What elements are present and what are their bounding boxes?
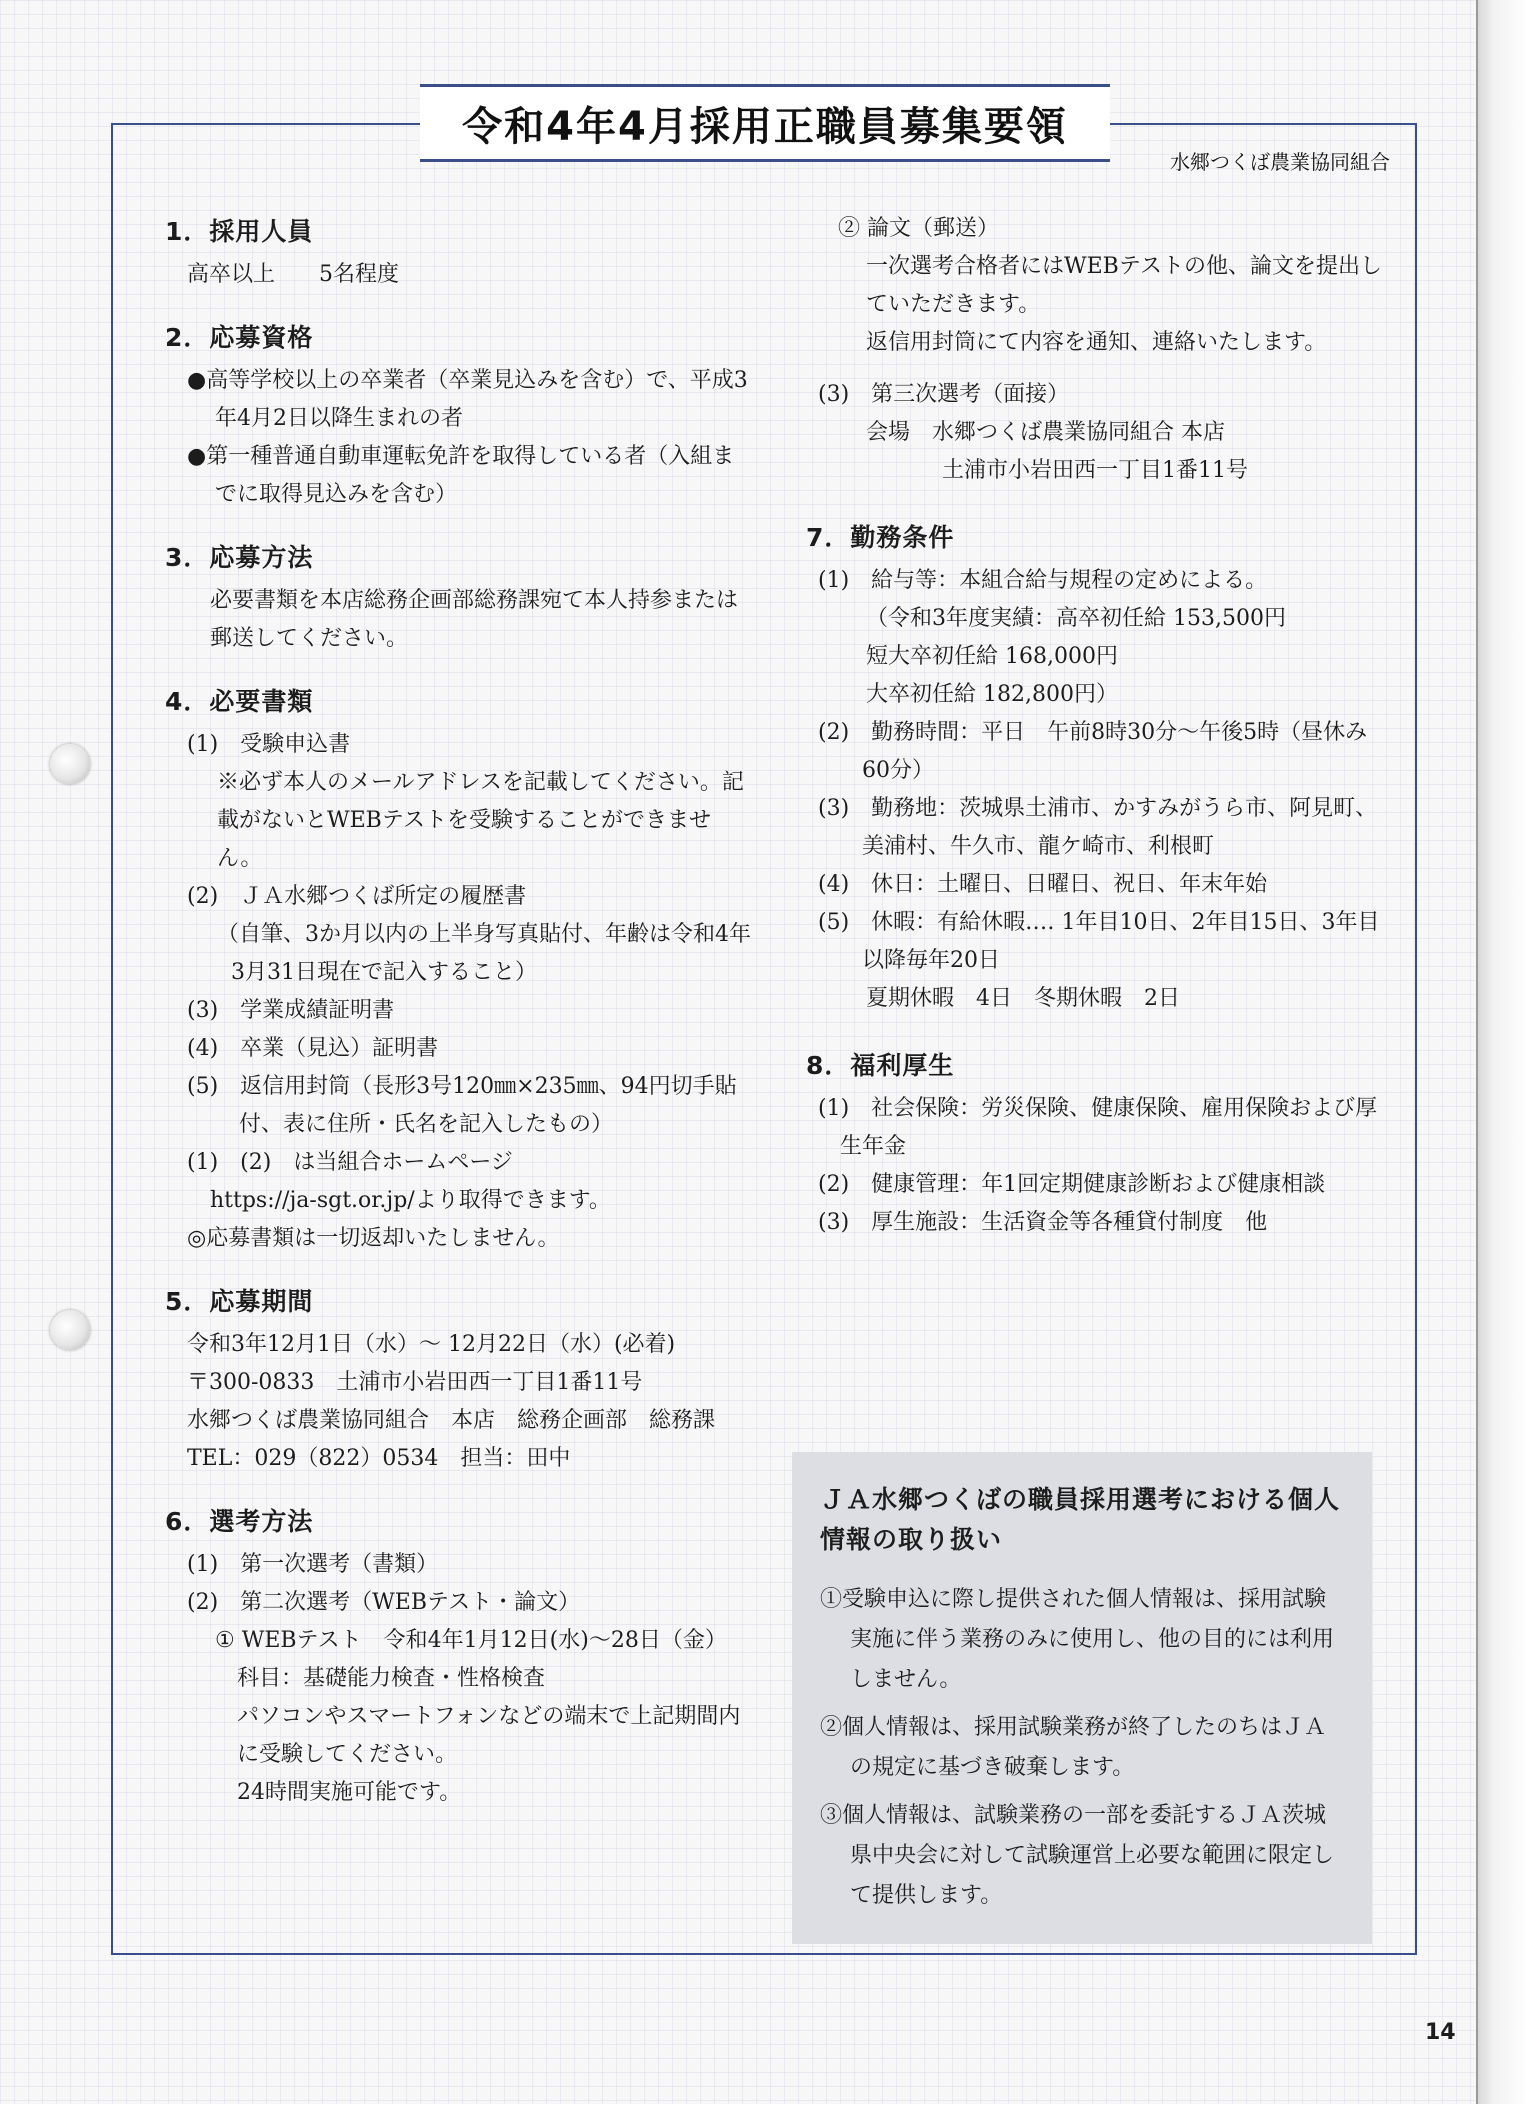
document-note: （自筆、3か月以内の上半身写真貼付、年齢は令和4年3月31日現在で記入すること） — [217, 922, 751, 985]
section-required-documents — [165, 680, 755, 1258]
section-heading: 1．採用人員 — [165, 217, 314, 246]
left-column — [165, 210, 755, 1834]
document-item: (1) 受験申込書 — [187, 732, 351, 757]
section-heading: 2．応募資格 — [165, 323, 314, 352]
organization-name: 水郷つくば農業協同組合 — [1170, 150, 1390, 174]
document-item: (4) 卒業（見込）証明書 — [187, 1036, 439, 1061]
privacy-title: ＪＡ水郷つくばの職員採用選考における個人情報の取り扱い — [820, 1485, 1341, 1554]
title-banner — [420, 84, 1110, 162]
selection-step: (1) 第一次選考（書類） — [187, 1552, 439, 1577]
punch-hole — [50, 1310, 90, 1350]
document-item: (3) 学業成績証明書 — [187, 998, 395, 1023]
selection-step: (2) 第二次選考（WEBテスト・論文） — [187, 1590, 581, 1615]
welfare-item: (3) 厚生施設：生活資金等各種貸付制度 他 — [818, 1210, 1268, 1235]
privacy-item: ③個人情報は、試験業務の一部を委託するＪＡ茨城県中央会に対して試験運営上必要な範囲に限定して提供します。 — [820, 1803, 1335, 1908]
website-link[interactable]: https://ja-sgt.or.jp/より取得できます。 — [210, 1188, 611, 1213]
section-selection-method-cont — [806, 210, 1386, 490]
selection-step: (3) 第三次選考（面接） — [818, 382, 1070, 407]
selection-detail: 土浦市小岩田西一丁目1番11号 — [942, 458, 1248, 483]
selection-detail: 返信用封筒にて内容を通知、連絡いたします。 — [866, 330, 1327, 355]
section-application-period — [165, 1280, 755, 1478]
contact-phone: TEL：029（822）0534 担当：田中 — [187, 1446, 571, 1471]
page-number: 14 — [1425, 2020, 1456, 2045]
document-note: ※必ず本人のメールアドレスを記載してください。記載がないとWEBテストを受験することができません。 — [217, 770, 744, 871]
selection-detail: 科目：基礎能力検査・性格検査 — [237, 1666, 546, 1691]
eligibility-item: ●第一種普通自動車運転免許を取得している者（入組までに取得見込みを含む） — [187, 444, 735, 507]
section-heading: 6．選考方法 — [165, 1507, 314, 1536]
section-text: 必要書類を本店総務企画部総務課宛て本人持参または郵送してください。 — [210, 588, 739, 651]
postal-address: 〒300-0833 土浦市小岩田西一丁目1番11号 — [187, 1370, 643, 1395]
privacy-item: ①受験申込に際し提供された個人情報は、採用試験実施に伴う業務のみに使用し、他の目的には利用しません。 — [820, 1587, 1335, 1692]
section-recruitment-count — [165, 210, 755, 294]
condition-detail: 夏期休暇 4日 冬期休暇 2日 — [866, 986, 1180, 1011]
right-column — [806, 210, 1386, 1264]
section-eligibility — [165, 316, 755, 514]
selection-substep: ① WEBテスト 令和4年1月12日(水)～28日（金） — [215, 1628, 727, 1653]
condition-item: (4) 休日：土曜日、日曜日、祝日、年末年始 — [818, 872, 1268, 897]
section-heading: 3．応募方法 — [165, 543, 314, 572]
condition-detail: 短大卒初任給 168,000円 — [866, 644, 1118, 669]
document-item: (2) ＪＡ水郷つくば所定の履歴書 — [187, 884, 527, 909]
section-working-conditions — [806, 516, 1386, 1018]
condition-item: (5) 休暇：有給休暇‥‥ 1年目10日、2年目15日、3年目以降毎年20日 — [818, 910, 1380, 973]
section-text: 高卒以上 5名程度 — [187, 262, 399, 287]
welfare-item: (1) 社会保険：労災保険、健康保険、雇用保険および厚生年金 — [818, 1096, 1378, 1159]
document-item: (5) 返信用封筒（長形3号120㎜×235㎜、94円切手貼付、表に住所・氏名を記入したもの） — [187, 1074, 737, 1137]
section-heading: 7．勤務条件 — [806, 523, 955, 552]
condition-item: (1) 給与等：本組合給与規程の定めによる。 — [818, 568, 1268, 593]
period-text: 令和3年12月1日（水）～ 12月22日（水）(必着) — [187, 1332, 676, 1357]
section-welfare — [806, 1044, 1386, 1242]
page-edge — [1476, 0, 1530, 2104]
condition-detail: 大卒初任給 182,800円） — [866, 682, 1118, 707]
privacy-item: ②個人情報は、採用試験業務が終了したのちはＪＡの規定に基づき破棄します。 — [820, 1715, 1327, 1780]
selection-detail: 会場 水郷つくば農業協同組合 本店 — [866, 420, 1225, 445]
section-application-method — [165, 536, 755, 658]
condition-detail: （令和3年度実績：高卒初任給 153,500円 — [866, 606, 1286, 631]
condition-item: (3) 勤務地：茨城県土浦市、かすみがうら市、阿見町、美浦村、牛久市、龍ケ崎市、利根町 — [818, 796, 1378, 859]
welfare-item: (2) 健康管理：年1回定期健康診断および健康相談 — [818, 1172, 1326, 1197]
selection-substep: ② 論文（郵送） — [838, 216, 999, 241]
section-heading: 5．応募期間 — [165, 1287, 314, 1316]
eligibility-item: ●高等学校以上の卒業者（卒業見込みを含む）で、平成3年4月2日以降生まれの者 — [187, 368, 748, 431]
department-text: 水郷つくば農業協同組合 本店 総務企画部 総務課 — [187, 1408, 716, 1433]
punch-hole — [50, 744, 90, 784]
selection-detail: 一次選考合格者にはWEBテストの他、論文を提出していただきます。 — [866, 254, 1382, 317]
privacy-notice-box — [792, 1452, 1372, 1944]
condition-item: (2) 勤務時間：平日 午前8時30分～午後5時（昼休み60分） — [818, 720, 1368, 783]
section-heading: 8．福利厚生 — [806, 1051, 955, 1080]
section-selection-method — [165, 1500, 755, 1812]
document-note: (1) (2) は当組合ホームページ — [187, 1150, 513, 1175]
section-heading: 4．必要書類 — [165, 687, 314, 716]
document-note: ◎応募書類は一切返却いたしません。 — [187, 1226, 560, 1251]
page-title: 令和4年4月採用正職員募集要領 — [462, 103, 1068, 150]
selection-detail: パソコンやスマートフォンなどの端末で上記期間内に受験してください。 — [237, 1704, 741, 1767]
selection-detail: 24時間実施可能です。 — [237, 1780, 462, 1805]
